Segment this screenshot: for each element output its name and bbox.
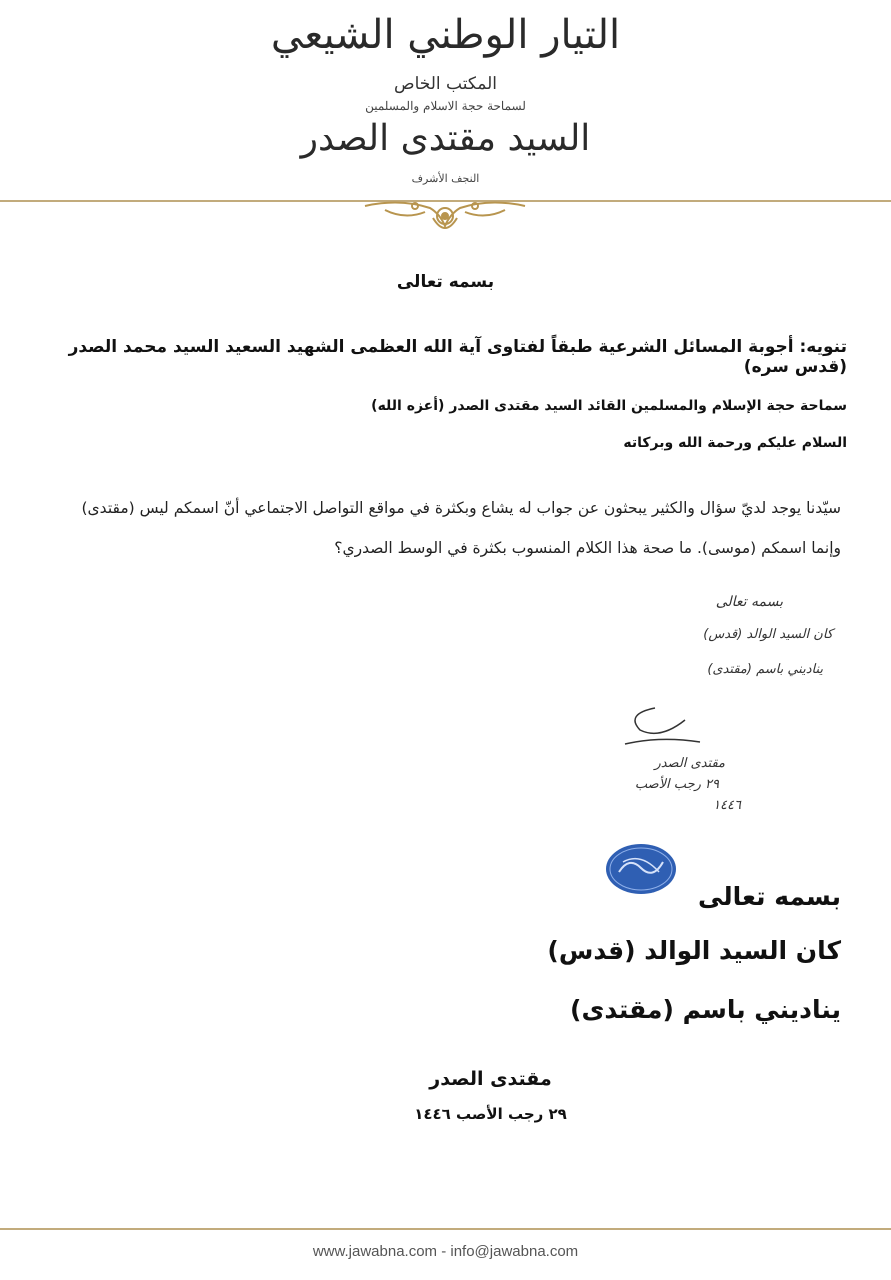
answer-line-1: كان السيد الوالد (قدس) [547,936,841,965]
letterhead-city: النجف الأشرف [411,172,480,185]
notice-line: تنويه: أجوبة المسائل الشرعية طبقاً لفتاوى آية الله العظمى الشهيد السعيد السيد محمد الصدر (قدس سره) [68,337,847,377]
bottom-divider [0,1228,891,1230]
footer-contact: www.jawabna.com - info@jawabna.com [312,1243,579,1260]
handwritten-heading: بسمه تعالى [715,594,783,610]
letterhead-office: المكتب الخاص [394,74,497,94]
handwritten-line-2: يناديني باسم (مقتدى) [707,662,823,677]
handwritten-date: ٢٩ رجب الأصب [634,777,719,792]
letterhead-subtitle: لسماحة حجة الاسلام والمسلمين [365,99,526,113]
ornament-icon [355,196,535,240]
seal-icon [603,842,679,896]
letterhead-name: السيد مقتدى الصدر [300,118,591,159]
letterhead-title: التيار الوطني الشيعي [270,12,621,58]
heading-bismihi: بسمه تعالى [396,272,495,292]
handwritten-line-1: كان السيد الوالد (قدس) [703,627,833,642]
answer-line-2: يناديني باسم (مقتدى) [570,995,841,1024]
handwritten-name: مقتدى الصدر [654,756,725,771]
question-paragraph: سيّدنا يوجد لديّ سؤال والكثير يبحثون عن جواب له يشاع وبكثرة في مواقع التواصل الاجتماعي أنّ اسمكم ليس (مقتدى) وإنما اسمكم (موسى). ما صحة هذا الكلام المنسوب بكثرة في الوسط الصدري؟ [81,499,841,557]
answer-heading: بسمه تعالى [697,882,841,911]
address-line: سماحة حجة الإسلام والمسلمين القائد السيد مقتدى الصدر (أعزه الله) [371,398,847,414]
signature-icon [600,700,720,750]
signature-date: ٢٩ رجب الأصب ١٤٤٦ [414,1105,567,1123]
handwritten-year: ١٤٤٦ [713,798,741,813]
greeting-line: السلام عليكم ورحمة الله وبركاته [623,435,847,451]
signature-name: مقتدى الصدر [429,1068,552,1090]
